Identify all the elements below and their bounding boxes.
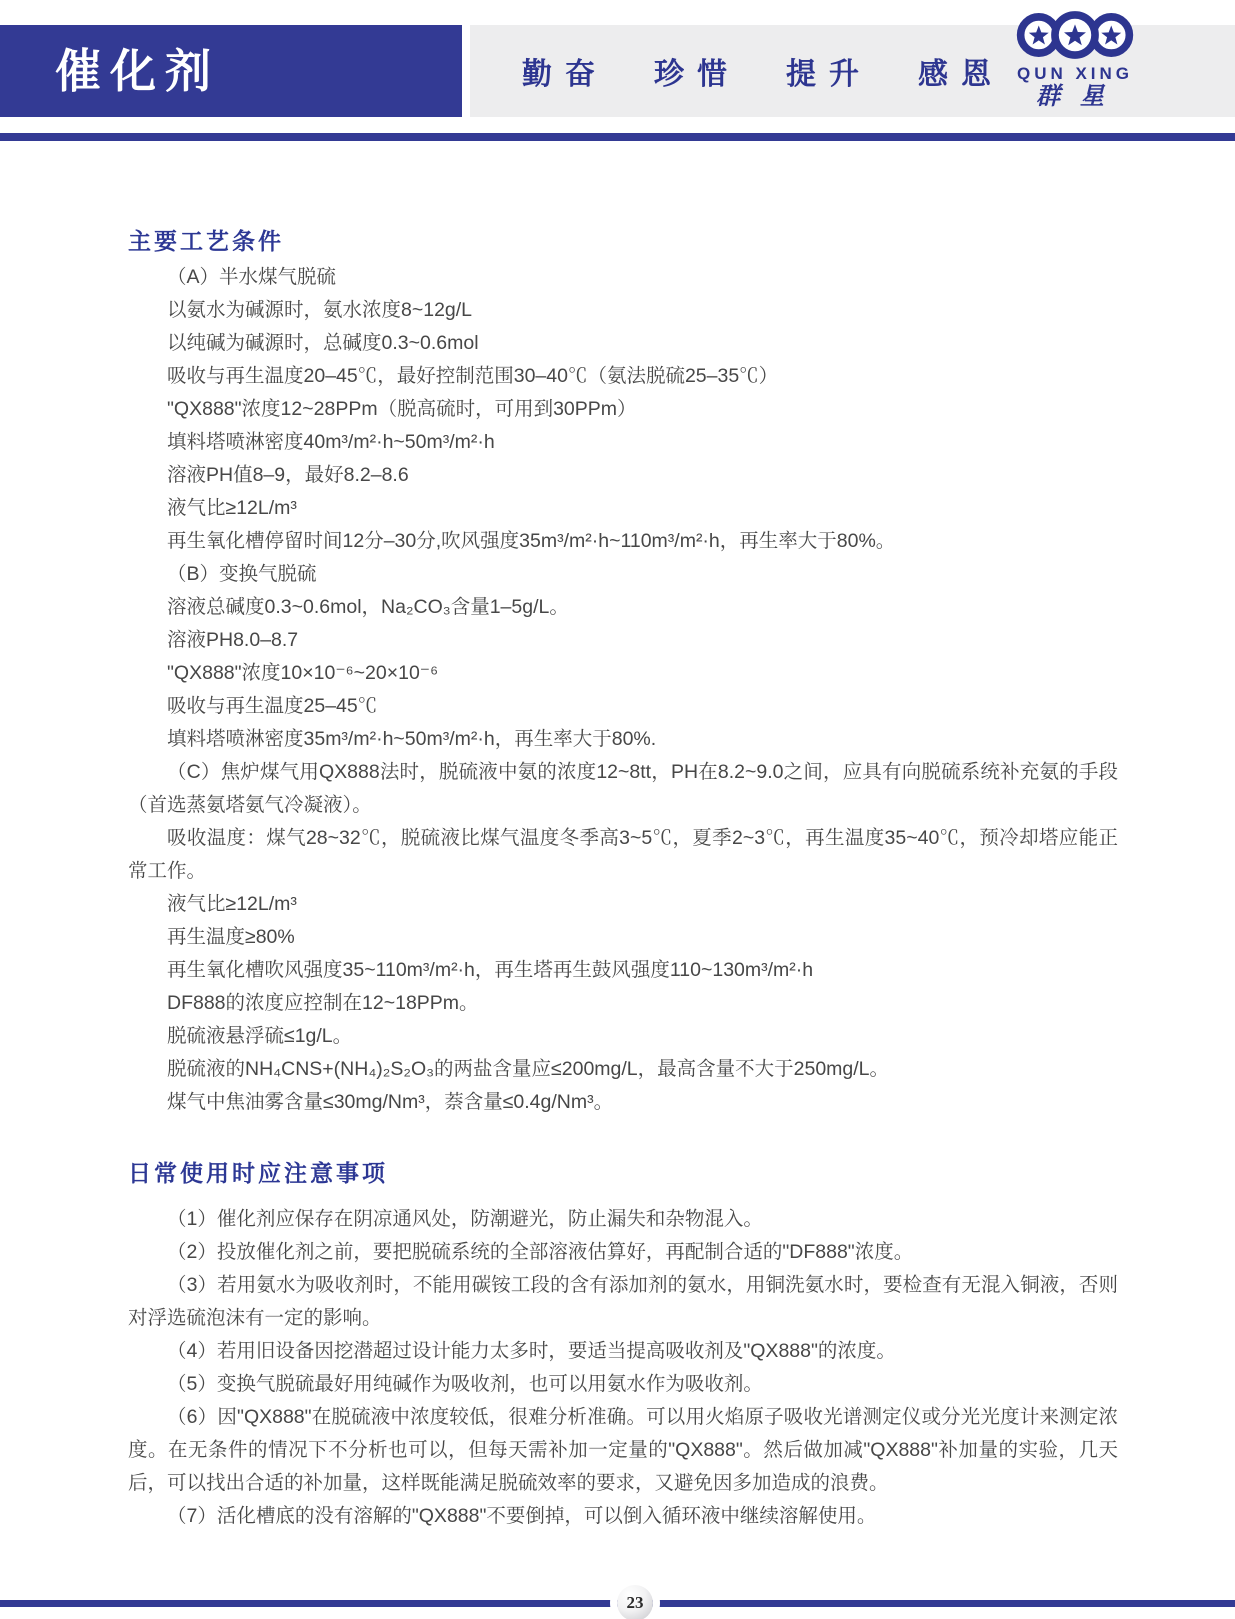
body-paragraph: （2）投放催化剂之前，要把脱硫系统的全部溶液估算好，再配制合适的"DF888"浓度。 xyxy=(167,1241,914,1263)
body-paragraph: （5）变换气脱硫最好用纯碱作为吸收剂，也可以用氨水作为吸收剂。 xyxy=(167,1373,763,1395)
logo-cn-name: 群星 xyxy=(1036,82,1124,110)
qunxing-rings-icon xyxy=(1013,10,1137,60)
body-paragraph: "QX888"浓度10×10⁻⁶~20×10⁻⁶ xyxy=(167,662,439,684)
body-paragraph: 以氨水为碱源时，氨水浓度8~12g/L xyxy=(167,299,473,321)
body-paragraph: 脱硫液悬浮硫≤1g/L。 xyxy=(167,1025,353,1047)
section-title-process-conditions: 主要工艺条件 xyxy=(128,228,284,254)
body-paragraph: 溶液PH8.0–8.7 xyxy=(167,629,299,651)
body-paragraph: 液气比≥12L/m³ xyxy=(167,893,297,915)
body-paragraph: （4）若用旧设备因挖潜超过设计能力太多时，要适当提高吸收剂及"QX888"的浓度。 xyxy=(167,1340,896,1362)
body-paragraph: （1）催化剂应保存在阴凉通风处，防潮避光，防止漏失和杂物混入。 xyxy=(167,1208,763,1230)
body-paragraph: （7）活化槽底的没有溶解的"QX888"不要倒掉，可以倒入循环液中继续溶解使用。 xyxy=(167,1505,877,1527)
body-paragraph: 再生温度≥80% xyxy=(167,926,295,948)
body-paragraph: 吸收与再生温度25–45℃ xyxy=(167,695,378,717)
logo-latin-name: QUN XING xyxy=(1016,64,1134,83)
slogan-word: 提升 xyxy=(786,58,872,91)
slogan-word: 勤奋 xyxy=(522,58,608,91)
body-paragraph: DF888的浓度应控制在12~18PPm。 xyxy=(167,992,479,1014)
chapter-title: 催化剂 xyxy=(55,45,220,97)
body-paragraph: 吸收温度：煤气28~32℃，脱硫液比煤气温度冬季高3~5℃，夏季2~3℃，再生温度35~40℃，预冷却塔应能正常工作。 xyxy=(128,827,1118,882)
body-paragraph: （A）半水煤气脱硫 xyxy=(167,266,337,288)
company-logo xyxy=(1003,10,1147,110)
section-title-daily-use-notes: 日常使用时应注意事项 xyxy=(128,1160,388,1186)
body-paragraph: 再生氧化槽吹风强度35~110m³/m²·h，再生塔再生鼓风强度110~130m³/m²·h xyxy=(167,959,814,981)
body-paragraph: 填料塔喷淋密度40m³/m²·h~50m³/m²·h xyxy=(167,431,495,453)
document-body xyxy=(128,141,1118,1533)
body-paragraph: 溶液PH值8–9，最好8.2–8.6 xyxy=(167,464,409,486)
chapter-banner xyxy=(0,25,462,117)
slogan-word: 感恩 xyxy=(918,58,1004,91)
body-paragraph: （C）焦炉煤气用QX888法时，脱硫液中氨的浓度12~8tt，PH在8.2~9.0之间，应具有向脱硫系统补充氨的手段（首选蒸氨塔氨气冷凝液）。 xyxy=(128,761,1118,816)
body-paragraph: （6）因"QX888"在脱硫液中浓度较低，很难分析准确。可以用火焰原子吸收光谱测定仪或分光光度计来测定浓度。在无条件的情况下不分析也可以，但每天需补加一定量的"QX888"。然后做加减"QX888"补加量的实验，几天后，可以找出合适的补加量，这样既能满足脱硫效率的要求，又避免因多加造成的浪费。 xyxy=(128,1406,1118,1494)
slogan-word: 珍惜 xyxy=(654,58,740,91)
body-paragraph: 溶液总碱度0.3~0.6mol，Na₂CO₃含量1–5g/L。 xyxy=(167,596,569,618)
body-paragraph: "QX888"浓度12~28PPm（脱高硫时，可用到30PPm） xyxy=(167,398,637,420)
body-paragraph: 脱硫液的NH₄CNS+(NH₄)₂S₂O₃的两盐含量应≤200mg/L，最高含量不大于250mg/L。 xyxy=(167,1058,890,1080)
body-paragraph: 填料塔喷淋密度35m³/m²·h~50m³/m²·h，再生率大于80%. xyxy=(167,728,657,750)
body-paragraph: （3）若用氨水为吸收剂时，不能用碳铵工段的含有添加剂的氨水，用铜洗氨水时，要检查有无混入铜液，否则对浮选硫泡沫有一定的影响。 xyxy=(128,1274,1118,1329)
page-number-badge: 23 xyxy=(617,1585,653,1619)
body-paragraph: （B）变换气脱硫 xyxy=(167,563,317,585)
body-paragraph: 以纯碱为碱源时，总碱度0.3~0.6mol xyxy=(167,332,479,354)
body-paragraph: 吸收与再生温度20–45℃，最好控制范围30–40℃（氨法脱硫25–35℃） xyxy=(167,365,779,387)
body-paragraph: 再生氧化槽停留时间12分–30分,吹风强度35m³/m²·h~110m³/m²·h，再生率大于80%。 xyxy=(167,530,896,552)
body-paragraph: 煤气中焦油雾含量≤30mg/Nm³，萘含量≤0.4g/Nm³。 xyxy=(167,1091,614,1113)
slogan-list xyxy=(522,49,1004,93)
header-divider xyxy=(0,133,1235,141)
body-paragraph: 液气比≥12L/m³ xyxy=(167,497,297,519)
